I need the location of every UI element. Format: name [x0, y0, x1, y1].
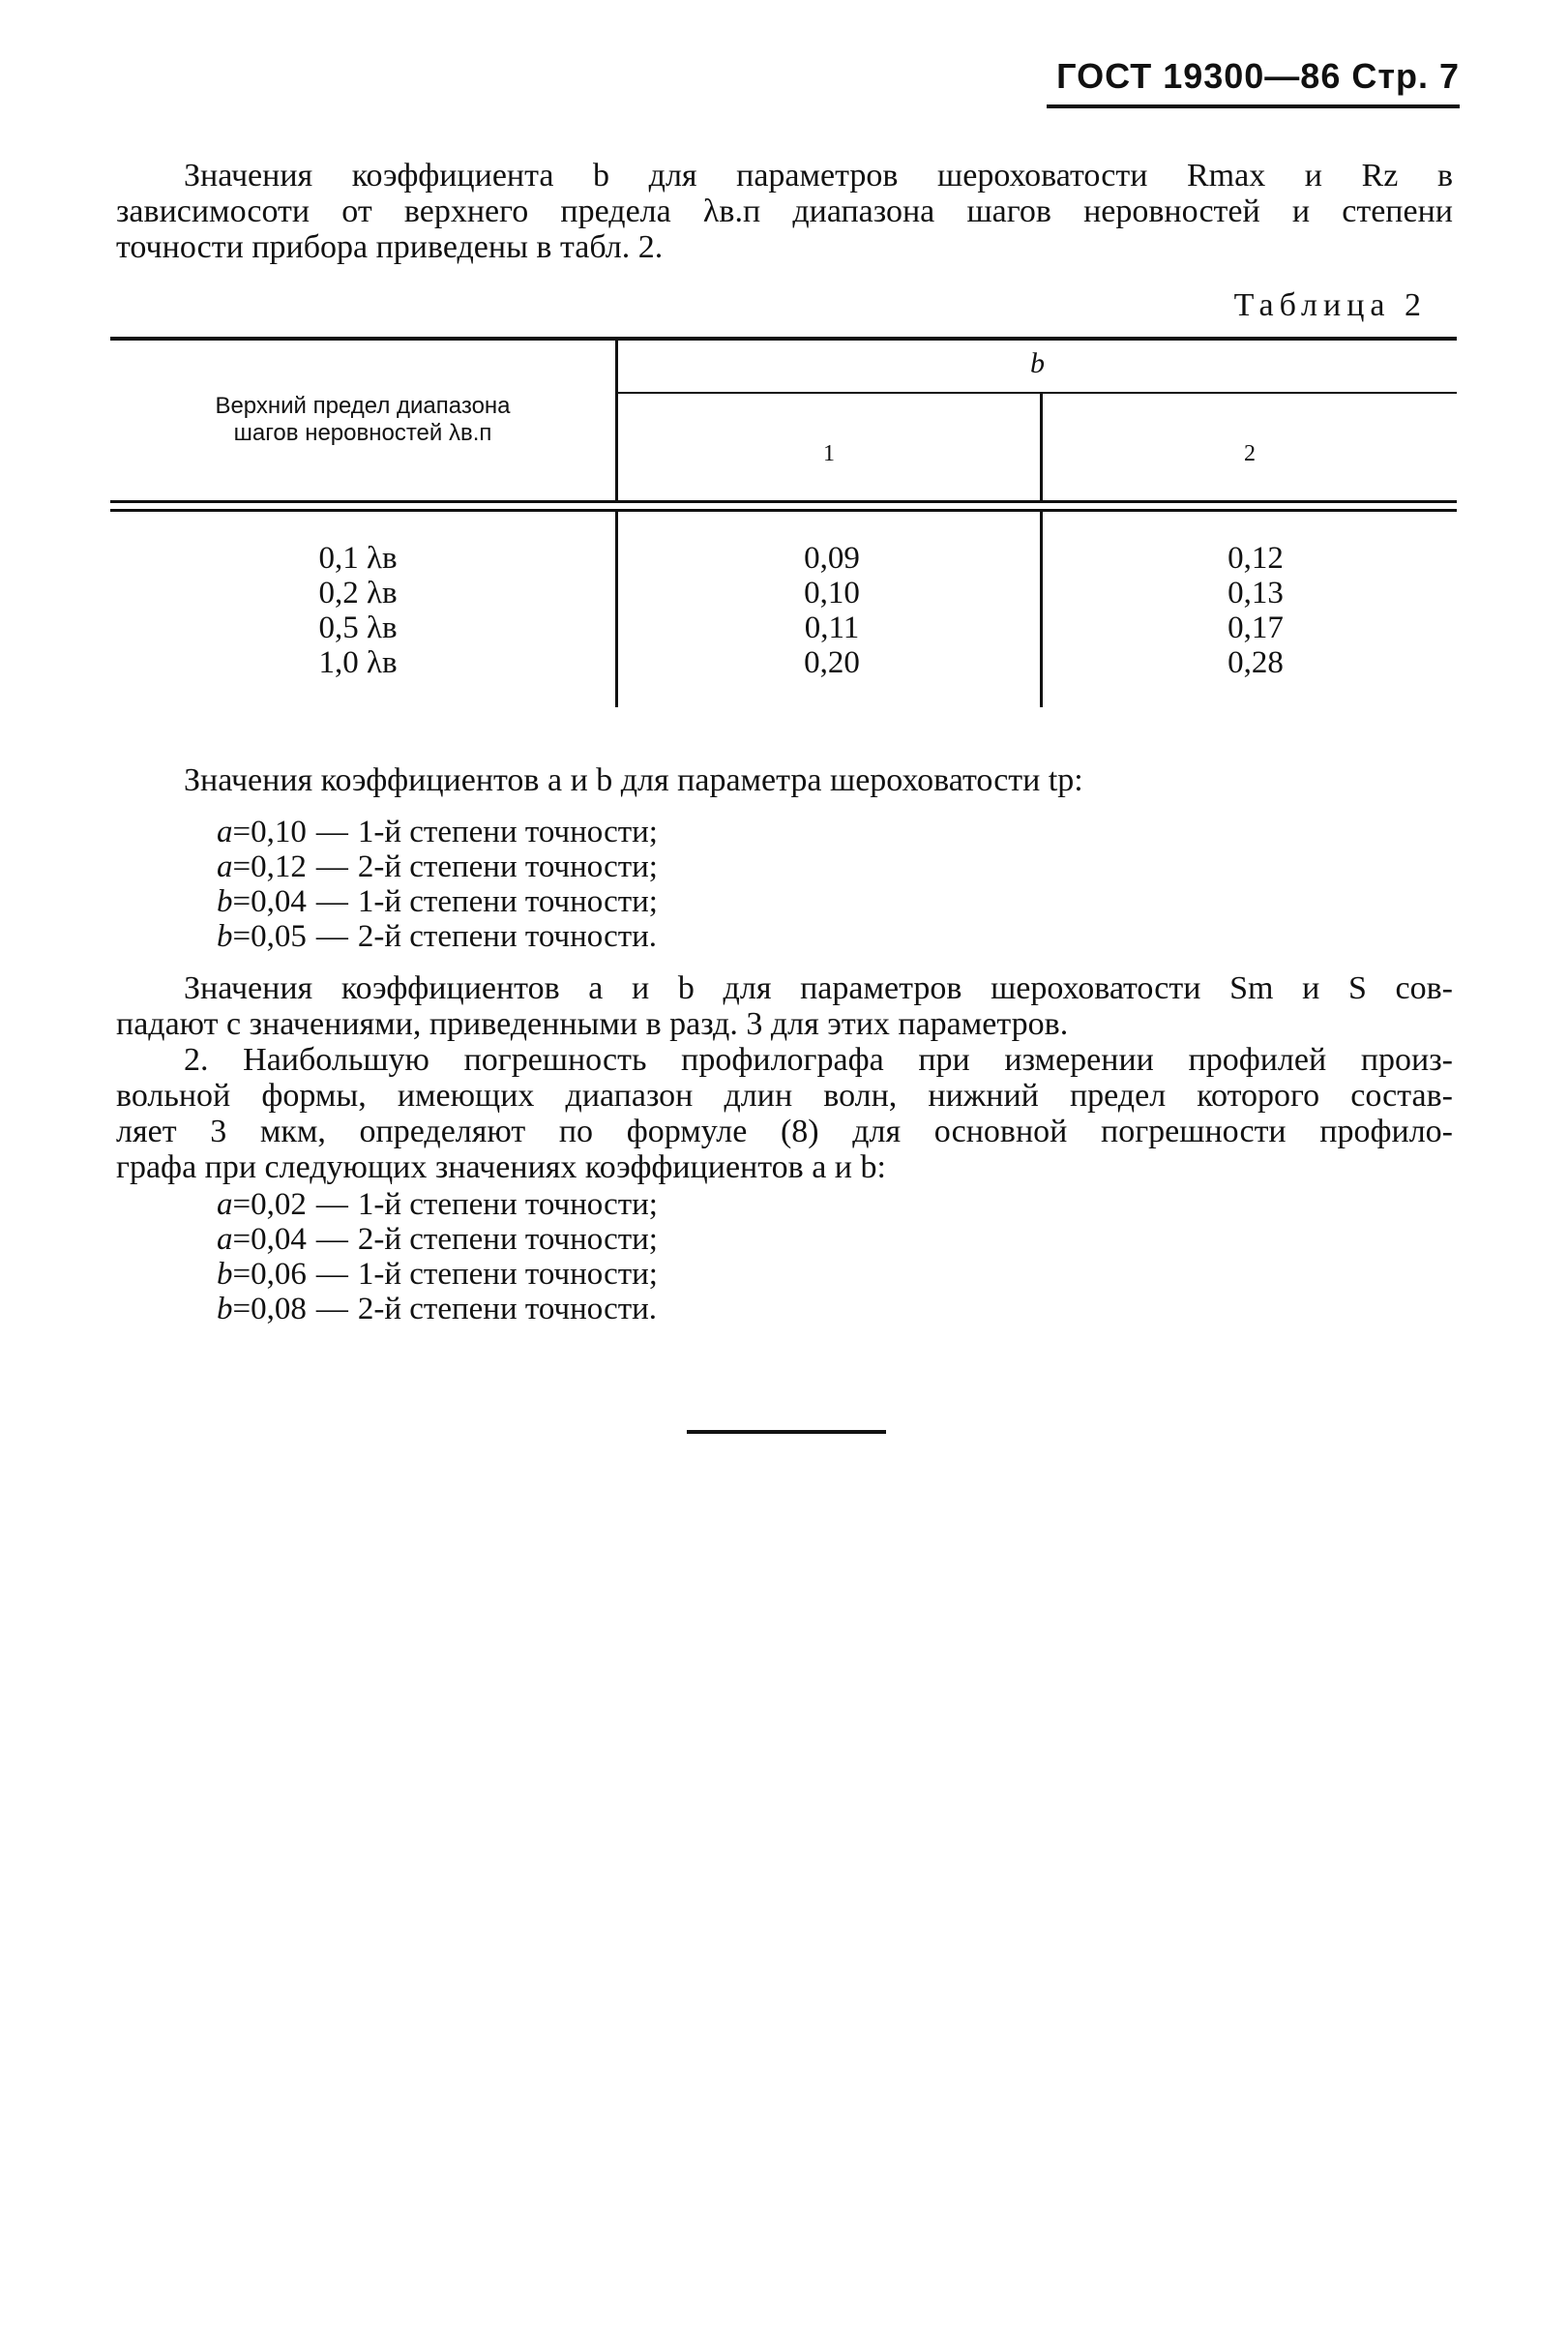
item-text: 1-й степени точности;	[357, 1257, 658, 1292]
item2-line-4-text: графа при следующих значениях коэффициентов a и b:	[116, 1149, 886, 1185]
col1-cell: 0,10	[804, 576, 860, 610]
table-row	[232, 576, 484, 610]
var-name: b	[217, 919, 233, 954]
var-name: a	[217, 1187, 233, 1222]
sm-line-1-text: Значения коэффициентов a и b для параметров шероховатости Sm и S сов-	[184, 970, 1453, 1006]
sm-line-2-text: падают с значениями, приведенными в разд. 3 для этих параметров.	[116, 1006, 1069, 1042]
item-text: 2-й степени точности.	[357, 919, 658, 954]
table-row	[232, 610, 484, 645]
table-vline-2b	[1040, 512, 1043, 707]
table-caption: Таблица 2	[1233, 287, 1427, 323]
header-rule	[1047, 104, 1460, 108]
param-cell: 0,2 λв	[318, 576, 398, 610]
header-title: ГОСТ 19300—86 Стр. 7	[1056, 56, 1460, 96]
item-text: 1-й степени точности;	[357, 1187, 658, 1222]
param-header-line-1: Верхний предел диапазона	[215, 393, 511, 419]
list-item: b=0,08 — 2-й степени точности.	[217, 1292, 658, 1326]
var-name: b	[217, 884, 233, 919]
param-header-line-2: шагов неровностей λв.п	[233, 420, 492, 446]
table-top-rule	[110, 337, 1457, 341]
var-value: =0,08	[232, 1292, 307, 1326]
param-cell: 0,5 λв	[318, 610, 398, 645]
var-name: b	[217, 1292, 233, 1326]
table-header-rule-2	[110, 509, 1457, 512]
list-item: b=0,05 — 2-й степени точности.	[217, 919, 658, 954]
sm-line-2	[116, 1006, 1453, 1042]
var-value: =0,05	[232, 919, 307, 954]
var-value: =0,10	[232, 815, 307, 849]
col2-cell: 0,13	[1228, 576, 1284, 610]
item-text: 2-й степени точности;	[357, 1222, 658, 1257]
var-value: =0,04	[232, 884, 307, 919]
list-item: a=0,10 — 1-й степени точности;	[217, 815, 658, 849]
intro-line-3	[116, 229, 1453, 265]
list-item: b=0,06 — 1-й степени точности;	[217, 1257, 658, 1292]
table-header-rule-1	[110, 500, 1457, 503]
item2-line-2	[116, 1078, 1453, 1114]
sm-line-1	[184, 970, 1453, 1006]
item2-line-1-text: 2. Наибольшую погрешность профилографа при измерении профилей произ-	[184, 1042, 1453, 1078]
intro-line-1	[184, 158, 1453, 194]
item-text: 1-й степени точности;	[357, 815, 658, 849]
page-header	[1056, 56, 1460, 97]
col1-cell: 0,11	[804, 610, 860, 645]
group-header-b: b	[1030, 347, 1045, 379]
tp-intro-text: Значения коэффициентов a и b для параметра шероховатости tp:	[184, 762, 1083, 798]
table-row	[232, 645, 484, 680]
item2-line-4	[116, 1149, 1453, 1185]
tp-list	[217, 815, 658, 954]
param-cell: 1,0 λв	[318, 645, 398, 680]
item2-list	[217, 1187, 658, 1326]
var-name: a	[217, 815, 233, 849]
param-column-header	[116, 393, 609, 447]
col1-cell: 0,20	[804, 645, 860, 680]
col2-cell: 0,17	[1228, 610, 1284, 645]
intro-line-1-text: Значения коэффициента b для параметров шероховатости Rmax и Rz в	[184, 158, 1453, 194]
table-vline-1b	[615, 512, 618, 707]
var-name: a	[217, 849, 233, 884]
item-text: 2-й степени точности.	[357, 1292, 658, 1326]
list-item: a=0,04 — 2-й степени точности;	[217, 1222, 658, 1257]
var-value: =0,12	[232, 849, 307, 884]
col2-cell: 0,12	[1228, 541, 1284, 576]
list-item: a=0,02 — 1-й степени точности;	[217, 1187, 658, 1222]
var-value: =0,02	[232, 1187, 307, 1222]
var-value: =0,04	[232, 1222, 307, 1257]
intro-line-2	[116, 194, 1453, 229]
table-group-rule	[617, 392, 1457, 394]
end-rule	[687, 1430, 886, 1434]
intro-line-3-text: точности прибора приведены в табл. 2.	[116, 229, 664, 265]
var-value: =0,06	[232, 1257, 307, 1292]
param-cell: 0,1 λв	[318, 541, 398, 576]
item2-line-3	[116, 1114, 1453, 1149]
item-text: 1-й степени точности;	[357, 884, 658, 919]
tp-intro	[184, 762, 1461, 798]
list-item: a=0,12 — 2-й степени точности;	[217, 849, 658, 884]
var-name: a	[217, 1222, 233, 1257]
col1-header: 1	[823, 441, 835, 466]
item2-line-2-text: вольной формы, имеющих диапазон длин волн, нижний предел которого состав-	[116, 1078, 1453, 1114]
table-row	[232, 541, 484, 576]
col2-cell: 0,28	[1228, 645, 1284, 680]
item-text: 2-й степени точности;	[357, 849, 658, 884]
item2-line-3-text: ляет 3 мкм, определяют по формуле (8) для основной погрешности профило-	[116, 1114, 1453, 1149]
var-name: b	[217, 1257, 233, 1292]
item2-line-1	[184, 1042, 1453, 1078]
intro-line-2-text: зависимосоти от верхнего предела λв.п диапазона шагов неровностей и степени	[116, 194, 1453, 229]
list-item: b=0,04 — 1-й степени точности;	[217, 884, 658, 919]
col1-cell: 0,09	[804, 541, 860, 576]
col2-header: 2	[1244, 441, 1256, 466]
